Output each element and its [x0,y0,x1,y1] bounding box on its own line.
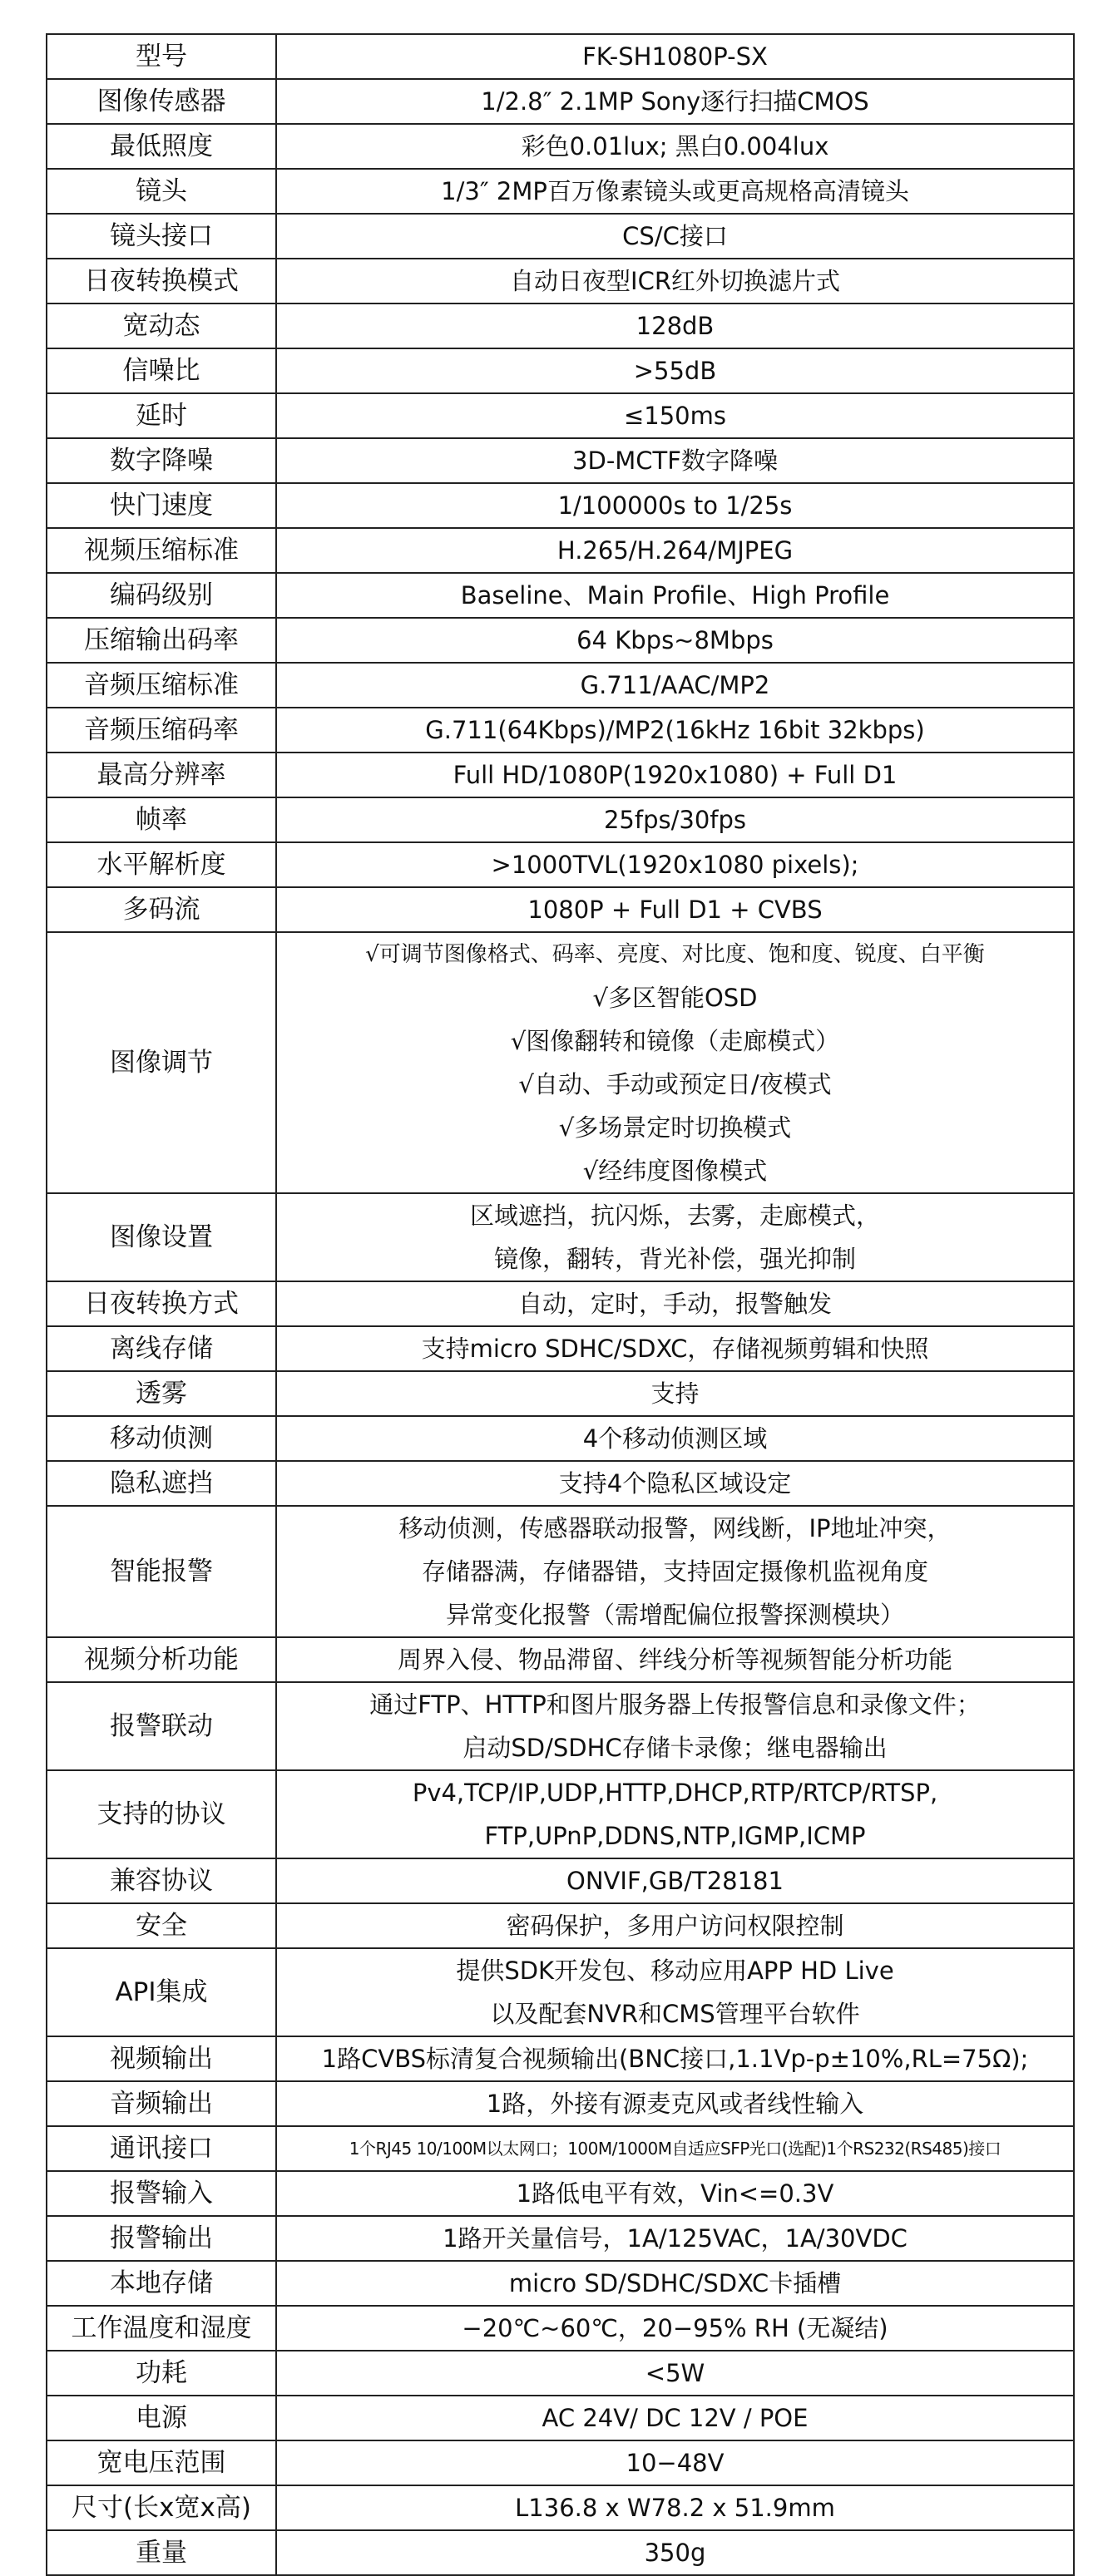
spec-value [276,303,1074,348]
spec-value-line: 1/3″ 2MP百万像素镜头或更高规格高清镜头 [441,177,909,205]
spec-row [47,618,1074,663]
spec-value-line: 启动SD/SDHC存储卡录像；继电器输出 [462,1734,888,1762]
spec-label: 型号 [47,34,276,79]
spec-row [47,259,1074,303]
spec-value-line: 提供SDK开发包、移动应用APP HD Live [456,1957,894,1985]
spec-row [47,393,1074,438]
spec-value [276,1326,1074,1371]
spec-value [276,2126,1074,2171]
spec-value-line: L136.8 x W78.2 x 51.9mm [515,2494,835,2522]
spec-label: 安全 [47,1903,276,1948]
spec-label: 报警输入 [47,2171,276,2216]
spec-row [47,303,1074,348]
spec-value [276,1461,1074,1506]
spec-label: 电源 [47,2396,276,2440]
spec-value-line: 周界入侵、物品滞留、绊线分析等视频智能分析功能 [397,1646,952,1674]
spec-label: 功耗 [47,2351,276,2396]
spec-row [47,1682,1074,1770]
spec-label: 图像设置 [47,1193,276,1281]
spec-value-line: 区域遮挡，抗闪烁，去雾，走廊模式， [469,1202,880,1230]
spec-label: 隐私遮挡 [47,1461,276,1506]
spec-value-line: 4个移动侦测区域 [582,1424,768,1453]
spec-value [276,708,1074,753]
spec-value-line: 支持micro SDHC/SDXC，存储视频剪辑和快照 [421,1335,929,1363]
spec-row [47,1461,1074,1506]
spec-row [47,932,1074,1193]
spec-label: 图像调节 [47,932,276,1193]
spec-value-line: 1路开关量信号，1A/125VAC，1A/30VDC [443,2224,908,2253]
spec-value-line: G.711(64Kbps)/MP2(16kHz 16bit 32kbps) [425,716,925,744]
spec-value-line: H.265/H.264/MJPEG [556,536,794,565]
spec-label: 数字降噪 [47,438,276,483]
spec-label: 音频压缩码率 [47,708,276,753]
spec-label: 工作温度和湿度 [47,2306,276,2351]
spec-row [47,2351,1074,2396]
spec-row [47,1193,1074,1281]
spec-value-line: 1路低电平有效，Vin<=0.3V [516,2179,834,2208]
spec-value [276,34,1074,79]
spec-table-body [47,34,1074,2575]
spec-row [47,1903,1074,1948]
spec-row [47,2081,1074,2126]
spec-label: 日夜转换模式 [47,259,276,303]
spec-row [47,34,1074,79]
spec-value-line: √经纬度图像模式 [582,1157,768,1185]
spec-value [276,2485,1074,2530]
spec-row [47,79,1074,124]
spec-value [276,2036,1074,2081]
spec-label: 离线存储 [47,1326,276,1371]
spec-value-line: Baseline、Main Profile、High Profile [460,581,890,609]
spec-value-line: >1000TVL(1920x1080 pixels); [491,851,859,879]
spec-value-line: 异常变化报警（需增配偏位报警探测模块） [445,1601,904,1629]
spec-value-line: CS/C接口 [622,222,728,250]
spec-label: 镜头 [47,169,276,214]
spec-value-line: 1个RJ45 10/100M以太网口；100M/1000M自适应SFP光口(选配)1个RS232(RS485)接口 [349,2139,1002,2159]
spec-value-line: 以及配套NVR和CMS管理平台软件 [490,2000,860,2028]
spec-label: 水平解析度 [47,842,276,887]
spec-value [276,2396,1074,2440]
spec-label: 音频输出 [47,2081,276,2126]
spec-row [47,124,1074,169]
spec-value [276,2261,1074,2306]
spec-value [276,2530,1074,2575]
spec-row [47,842,1074,887]
spec-value [276,1858,1074,1903]
spec-row [47,483,1074,528]
spec-row [47,753,1074,797]
spec-value-line: 1/100000s to 1/25s [557,491,793,520]
spec-value-line: 350g [644,2539,706,2567]
spec-value-line: 移动侦测，传感器联动报警，网线断，IP地址冲突， [398,1514,952,1542]
spec-value [276,2171,1074,2216]
spec-value [276,797,1074,842]
spec-value [276,348,1074,393]
spec-value-line: 64 Kbps~8Mbps [576,626,774,654]
spec-value [276,483,1074,528]
spec-label: 编码级别 [47,573,276,618]
spec-value-line: 存储器满，存储器错，支持固定摄像机监视角度 [421,1557,928,1586]
spec-value-line: 通过FTP、HTTP和图片服务器上传报警信息和录像文件； [369,1690,981,1719]
spec-value-line: <5W [645,2359,705,2387]
spec-value-line: √图像翻转和镜像（走廊模式） [510,1027,840,1055]
spec-row [47,2306,1074,2351]
spec-label: 音频压缩标准 [47,663,276,708]
spec-label: 通讯接口 [47,2126,276,2171]
spec-value-line: >55dB [633,357,717,385]
spec-row [47,169,1074,214]
spec-value [276,259,1074,303]
spec-value [276,169,1074,214]
spec-value [276,1948,1074,2036]
spec-label: 多码流 [47,887,276,932]
spec-row [47,1416,1074,1461]
spec-value [276,79,1074,124]
spec-row [47,1858,1074,1903]
spec-row [47,214,1074,259]
spec-value-line: √多场景定时切换模式 [558,1113,792,1142]
spec-value-line: G.711/AAC/MP2 [580,671,770,699]
spec-value-line: Full HD/1080P(1920x1080) + Full D1 [453,761,898,789]
spec-row [47,2126,1074,2171]
spec-label: 最低照度 [47,124,276,169]
spec-value [276,1281,1074,1326]
spec-label: 宽动态 [47,303,276,348]
spec-row [47,887,1074,932]
spec-value [276,124,1074,169]
spec-label: 兼容协议 [47,1858,276,1903]
spec-value [276,1637,1074,1682]
spec-label: 视频分析功能 [47,1637,276,1682]
spec-label: 宽电压范围 [47,2440,276,2485]
spec-label: 帧率 [47,797,276,842]
spec-value [276,2440,1074,2485]
spec-value-line: √自动、手动或预定日/夜模式 [518,1070,832,1098]
spec-value [276,1506,1074,1637]
spec-row [47,663,1074,708]
spec-value [276,1682,1074,1770]
spec-row [47,573,1074,618]
spec-value [276,1416,1074,1461]
spec-label: 延时 [47,393,276,438]
spec-row [47,2396,1074,2440]
spec-value [276,663,1074,708]
spec-row [47,1637,1074,1682]
spec-value-line: Pv4,TCP/IP,UDP,HTTP,DHCP,RTP/RTCP/RTSP, [412,1779,938,1807]
spec-value [276,528,1074,573]
spec-value [276,618,1074,663]
spec-row [47,2440,1074,2485]
spec-row [47,2485,1074,2530]
spec-label: 压缩输出码率 [47,618,276,663]
spec-label: API集成 [47,1948,276,2036]
spec-value-line: 1/2.8″ 2.1MP Sony逐行扫描CMOS [481,87,869,116]
spec-label: 图像传感器 [47,79,276,124]
spec-label: 移动侦测 [47,1416,276,1461]
spec-label: 重量 [47,2530,276,2575]
spec-value [276,393,1074,438]
spec-value [276,573,1074,618]
spec-row [47,708,1074,753]
spec-value-line: ONVIF,GB/T28181 [566,1867,784,1895]
spec-value-line: AC 24V/ DC 12V / POE [542,2404,809,2432]
spec-row [47,797,1074,842]
spec-row [47,1770,1074,1858]
spec-label: 尺寸(长x宽x高) [47,2485,276,2530]
spec-value-line: FK-SH1080P-SX [582,42,768,71]
spec-table [46,33,1075,2576]
spec-value [276,1903,1074,1948]
spec-row [47,348,1074,393]
spec-label: 镜头接口 [47,214,276,259]
spec-label: 透雾 [47,1371,276,1416]
spec-value-line: 密码保护，多用户访问权限控制 [506,1912,844,1940]
spec-value [276,1770,1074,1858]
spec-label: 本地存储 [47,2261,276,2306]
spec-row [47,2036,1074,2081]
spec-label: 最高分辨率 [47,753,276,797]
spec-label: 报警输出 [47,2216,276,2261]
spec-value [276,753,1074,797]
spec-value-line: 自动日夜型ICR红外切换滤片式 [510,267,840,295]
spec-value-line: 1路，外接有源麦克风或者线性输入 [486,2090,864,2118]
spec-value-line: 1080P + Full D1 + CVBS [527,896,823,924]
spec-value-line: 彩色0.01lux; 黑白0.004lux [521,132,829,160]
spec-label: 信噪比 [47,348,276,393]
spec-row [47,528,1074,573]
spec-value-line: 支持 [650,1379,700,1408]
spec-value-line: FTP,UPnP,DDNS,NTP,IGMP,ICMP [484,1822,866,1850]
spec-value-line: 10−48V [626,2449,725,2477]
spec-row [47,2530,1074,2575]
spec-row [47,1326,1074,1371]
spec-label: 视频输出 [47,2036,276,2081]
spec-row [47,1506,1074,1637]
spec-label: 智能报警 [47,1506,276,1637]
spec-value [276,2081,1074,2126]
spec-label: 快门速度 [47,483,276,528]
spec-value-line: 1路CVBS标清复合视频输出(BNC接口,1.1Vp-p±10%,RL=75Ω); [321,2045,1029,2073]
spec-value-line: 自动，定时，手动，报警触发 [517,1290,832,1318]
spec-value-line: micro SD/SDHC/SDXC卡插槽 [508,2269,842,2297]
spec-value [276,214,1074,259]
spec-value [276,1193,1074,1281]
spec-row [47,2261,1074,2306]
spec-value-line: −20℃~60℃，20−95% RH (无凝结) [462,2314,888,2342]
spec-value [276,2351,1074,2396]
spec-row [47,438,1074,483]
spec-value-line: √多区智能OSD [592,984,758,1012]
spec-label: 支持的协议 [47,1770,276,1858]
spec-row [47,2216,1074,2261]
spec-label: 日夜转换方式 [47,1281,276,1326]
spec-value [276,842,1074,887]
spec-row [47,2171,1074,2216]
spec-value [276,2306,1074,2351]
spec-value-line: 镜像，翻转，背光补偿，强光抑制 [493,1245,856,1273]
spec-value [276,1371,1074,1416]
spec-label: 报警联动 [47,1682,276,1770]
spec-value-line: √可调节图像格式、码率、亮度、对比度、饱和度、锐度、白平衡 [365,942,985,967]
spec-value [276,932,1074,1193]
spec-value [276,2216,1074,2261]
spec-value-line: 3D-MCTF数字降噪 [572,447,778,475]
spec-value-line: 25fps/30fps [603,806,747,834]
spec-value-line: 128dB [636,312,715,340]
spec-row [47,1371,1074,1416]
spec-row [47,1281,1074,1326]
spec-value [276,438,1074,483]
spec-value-line: 支持4个隐私区域设定 [558,1469,792,1498]
spec-value-line: ≤150ms [623,402,726,430]
spec-label: 视频压缩标准 [47,528,276,573]
spec-row [47,1948,1074,2036]
spec-value [276,887,1074,932]
